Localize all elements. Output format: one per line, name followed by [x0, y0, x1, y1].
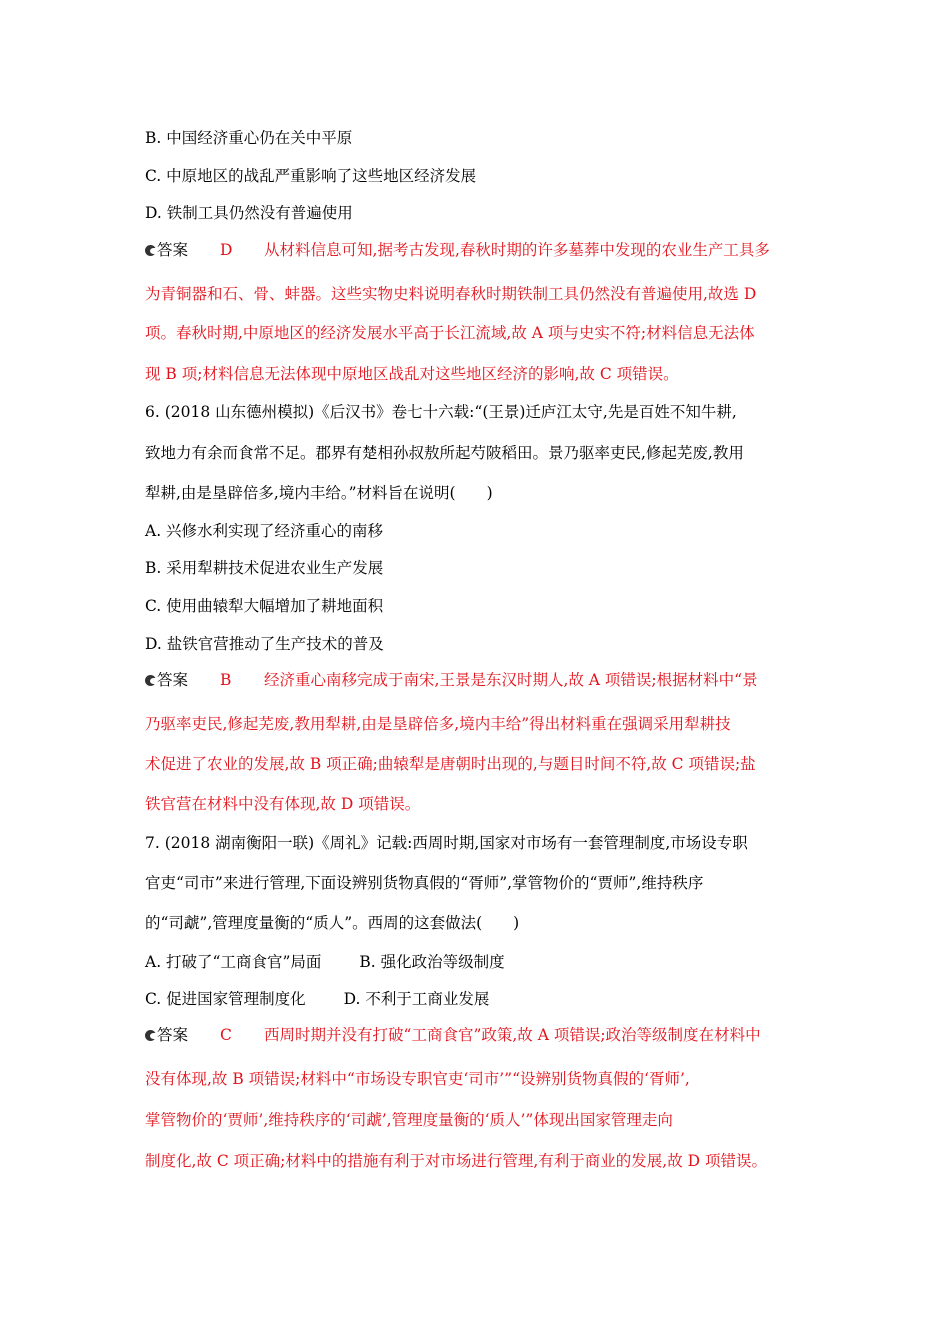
answer-explanation: 从材料信息可知,据考古发现,春秋时期的许多墓葬中发现的农业生产工具多 — [264, 241, 770, 259]
q7-options-row — [145, 989, 805, 1009]
q7-option-a: A. 打破了“工商食官”局面 — [145, 953, 322, 971]
answer-key: B — [220, 671, 232, 689]
q5-explanation-line: 现 B 项;材料信息无法体现中原地区战乱对这些地区经济的影响,故 C 项错误。 — [145, 365, 679, 383]
answer-explanation: 西周时期并没有打破“工商食官”政策,故 A 项错误;政治等级制度在材料中 — [264, 1026, 761, 1044]
q5-explanation-line: 为青铜器和石、骨、蚌器。这些实物史料说明春秋时期铁制工具仍然没有普遍使用,故选 D — [145, 285, 757, 303]
q6-stem-line: 6. (2018 山东德州模拟)《后汉书》卷七十六载:“(王景)迁庐江太守,先是百姓不知牛耕, — [145, 403, 737, 421]
q7-options-row — [145, 952, 805, 972]
q7-option-c: C. 促进国家管理制度化 — [145, 990, 306, 1008]
q5-answer-line — [145, 240, 805, 260]
q7-stem-line: 的“司虣”,管理度量衡的“质人”。西周的这套做法( ) — [145, 914, 520, 932]
answer-explanation: 经济重心南移完成于南宋,王景是东汉时期人,故 A 项错误;根据材料中“景 — [264, 671, 758, 689]
q5-option-d: D. 铁制工具仍然没有普遍使用 — [145, 204, 353, 222]
q6-stem-line: 犁耕,由是垦辟倍多,境内丰给。”材料旨在说明( ) — [145, 484, 493, 502]
q6-stem-line: 致地力有余而食常不足。郡界有楚相孙叔敖所起芍陂稻田。景乃驱率吏民,修起芜废,教用 — [145, 444, 744, 462]
q6-explanation-line: 术促进了农业的发展,故 B 项正确;曲辕犁是唐朝时出现的,与题目时间不符,故 C 项错误;盐 — [145, 755, 756, 773]
q5-explanation-line: 项。春秋时期,中原地区的经济发展水平高于长江流域,故 A 项与史实不符;材料信息无法体 — [145, 324, 755, 342]
answer-icon — [145, 245, 156, 256]
q6-option-a: A. 兴修水利实现了经济重心的南移 — [145, 522, 384, 540]
q7-option-d: D. 不利于工商业发展 — [343, 990, 490, 1008]
q7-answer-line — [145, 1025, 805, 1045]
q6-option-b: B. 采用犁耕技术促进农业生产发展 — [145, 559, 384, 577]
q7-explanation-line: 制度化,故 C 项正确;材料中的措施有利于对市场进行管理,有利于商业的发展,故 D 项错误。 — [145, 1152, 768, 1170]
q6-option-c: C. 使用曲辕犁大幅增加了耕地面积 — [145, 597, 384, 615]
q6-explanation-line: 铁官营在材料中没有体现,故 D 项错误。 — [145, 795, 421, 813]
answer-key: D — [220, 241, 233, 259]
answer-label: 答案 — [157, 241, 189, 259]
answer-icon — [145, 675, 156, 686]
q6-answer-line — [145, 670, 805, 690]
answer-icon — [145, 1030, 156, 1041]
q7-option-b: B. 强化政治等级制度 — [359, 953, 505, 971]
answer-label: 答案 — [157, 1026, 189, 1044]
q5-option-c: C. 中原地区的战乱严重影响了这些地区经济发展 — [145, 167, 477, 185]
q6-option-d: D. 盐铁官营推动了生产技术的普及 — [145, 635, 384, 653]
q7-explanation-line: 掌管物价的‘贾师’,维持秩序的‘司虣’,管理度量衡的‘质人’”体现出国家管理走向 — [145, 1111, 673, 1129]
q7-stem-line: 7. (2018 湖南衡阳一联)《周礼》记载:西周时期,国家对市场有一套管理制度,市场设专职 — [145, 834, 748, 852]
q5-option-b: B. 中国经济重心仍在关中平原 — [145, 129, 353, 147]
answer-key: C — [220, 1026, 232, 1044]
answer-label: 答案 — [157, 671, 189, 689]
q6-explanation-line: 乃驱率吏民,修起芜废,教用犁耕,由是垦辟倍多,境内丰给”得出材料重在强调采用犁耕技 — [145, 715, 731, 733]
q7-explanation-line: 没有体现,故 B 项错误;材料中“市场设专职官吏‘司市’”“设辨别货物真假的‘胥师’, — [145, 1070, 690, 1088]
q7-stem-line: 官吏“司市”来进行管理,下面设辨别货物真假的“胥师”,掌管物价的“贾师”,维持秩序 — [145, 874, 704, 892]
